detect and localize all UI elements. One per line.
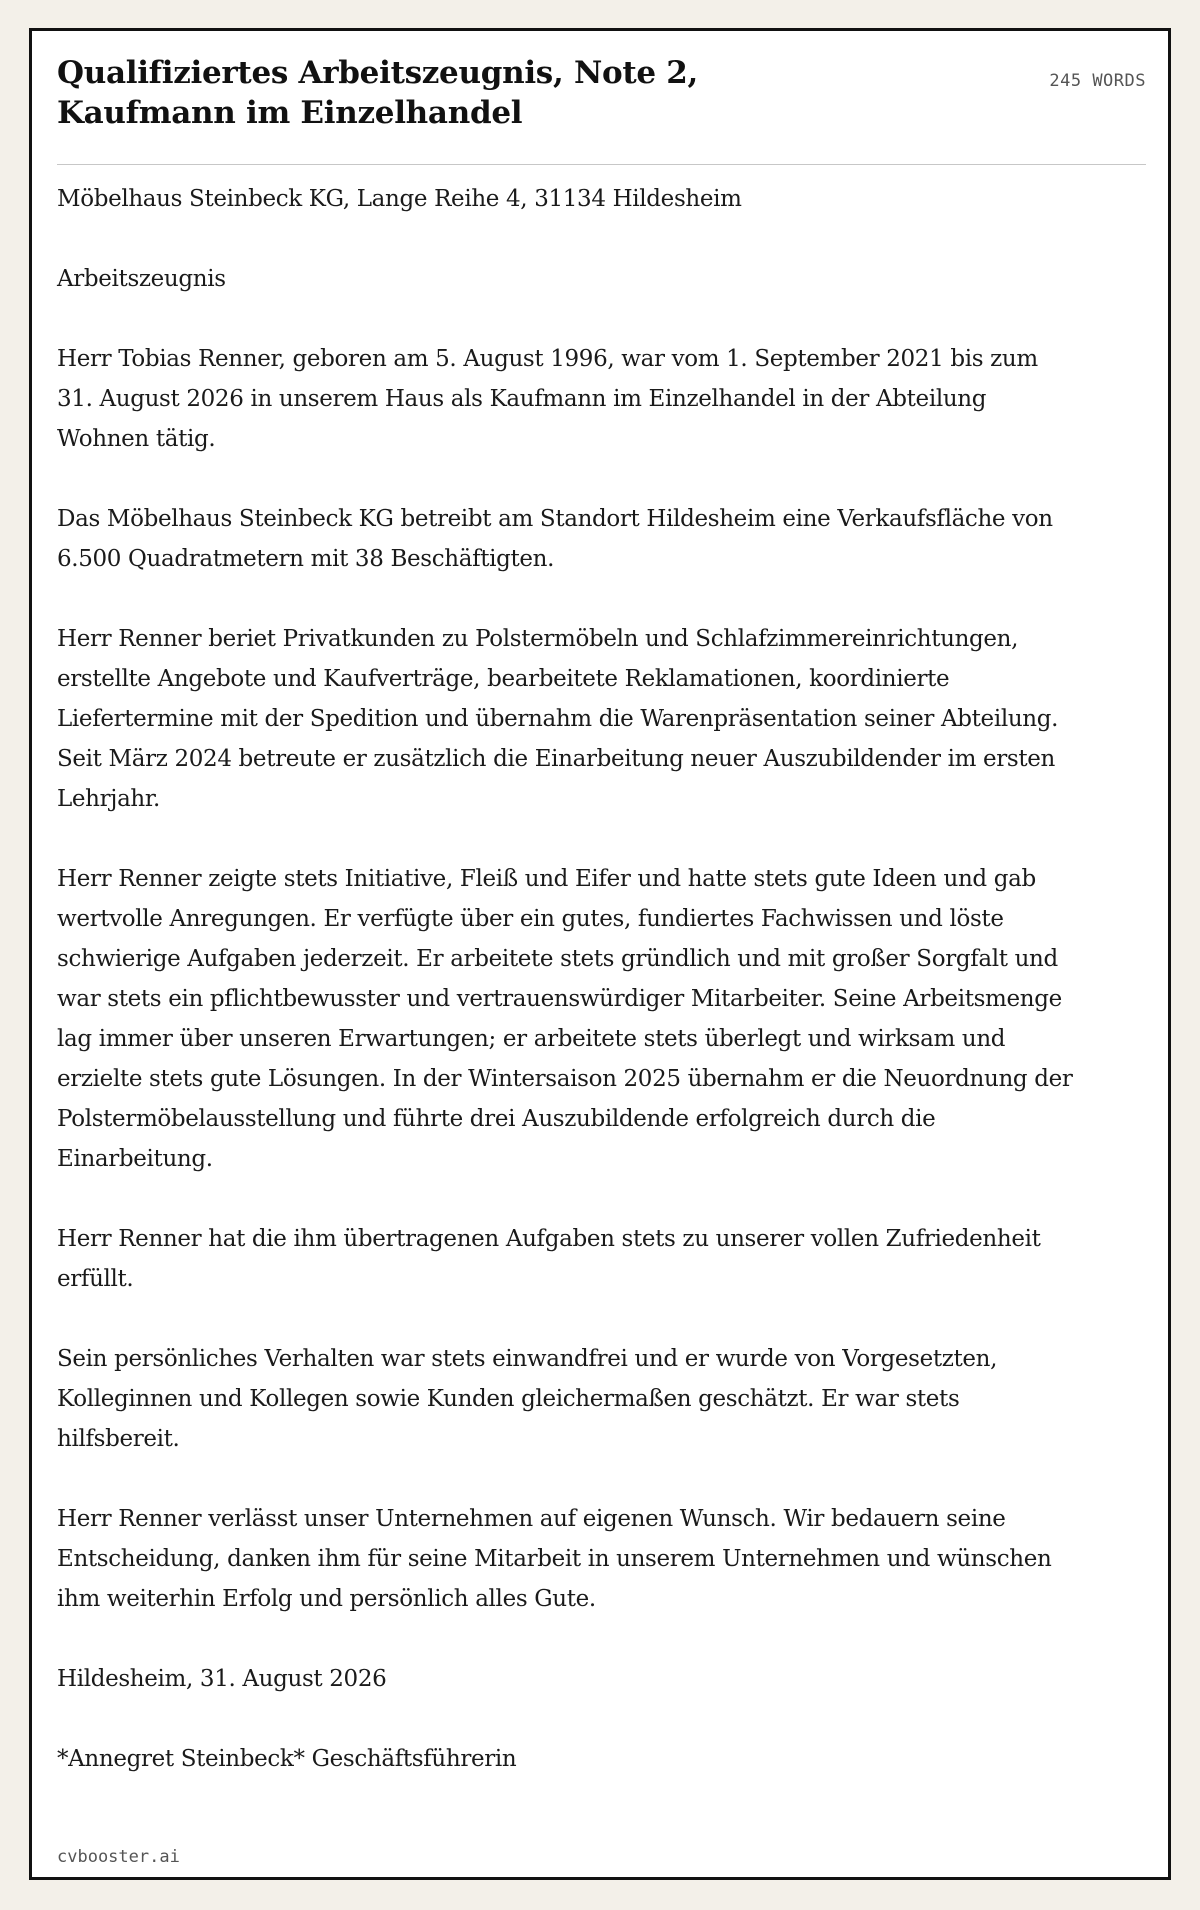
paragraph-employment: Herr Tobias Renner, geboren am 5. August 1996, war vom 1. September 2021 bis zum 31. August 2026 in unserem Haus als Kaufmann im Einzelhandel in der Abteilung Wohnen tätig. — [57, 346, 1038, 452]
document-body — [57, 179, 1077, 1819]
document-header — [57, 53, 1146, 165]
employer-address: Möbelhaus Steinbeck KG, Lange Reihe 4, 31134 Hildesheim — [57, 186, 742, 212]
place-date: Hildesheim, 31. August 2026 — [57, 1666, 387, 1692]
document-title: Qualifiziertes Arbeitszeugnis, Note 2, Kaufmann im Einzelhandel — [57, 55, 699, 131]
document-heading: Arbeitszeugnis — [57, 266, 226, 292]
paragraph-company: Das Möbelhaus Steinbeck KG betreibt am Standort Hildesheim eine Verkaufsfläche von 6.500 Quadratmetern mit 38 Beschäftigten. — [57, 506, 1053, 572]
brand-footer: cvbooster.ai — [57, 1847, 180, 1867]
paragraph-performance: Herr Renner zeigte stets Initiative, Fleiß und Eifer und hatte stets gute Ideen und gab wertvolle Anregungen. Er verfügte über ein gutes, fundiertes Fachwissen und löste schwierige Aufgaben jederzeit. Er arbeitete stets gründlich und mit großer Sorgfalt und war stets ein pflichtbewusster und vertrauenswürdiger Mitarbeiter. Seine Arbeitsmenge lag immer über unseren Erwartungen; er arbeitete stets überlegt und wirksam und erzielte stets gute Lösungen. In der Wintersaison 2025 übernahm er die Neuordnung der Polstermöbelausstellung und führte drei Auszubildende erfolgreich durch die Einarbeitung. — [57, 866, 1073, 1172]
paragraph-duties: Herr Renner beriet Privatkunden zu Polstermöbeln und Schlafzimmereinrichtungen, erstellte Angebote und Kaufverträge, bearbeitete Reklamationen, koordinierte Liefertermine mit der Spedition und übernahm die Warenpräsentation seiner Abteilung. Seit März 2024 betreute er zusätzlich die Einarbeitung neuer Auszubildender im ersten Lehrjahr. — [57, 626, 1059, 812]
paragraph-conduct: Sein persönliches Verhalten war stets einwandfrei und er wurde von Vorgesetzten, Kolleginnen und Kollegen sowie Kunden gleichermaßen geschätzt. Er war stets hilfsbereit. — [57, 1346, 998, 1452]
paragraph-closing: Herr Renner verlässt unser Unternehmen auf eigenen Wunsch. Wir bedauern seine Entscheidung, danken ihm für seine Mitarbeit in unserem Unternehmen und wünschen ihm weiterhin Erfolg und persönlich alles Gute. — [57, 1506, 1052, 1612]
paragraph-overall-rating: Herr Renner hat die ihm übertragenen Aufgaben stets zu unserer vollen Zufriedenheit erfüllt. — [57, 1226, 1041, 1292]
signature: *Annegret Steinbeck* Geschäftsführerin — [57, 1746, 517, 1772]
word-count: 245 WORDS — [1049, 71, 1146, 91]
document-card — [29, 28, 1171, 1880]
